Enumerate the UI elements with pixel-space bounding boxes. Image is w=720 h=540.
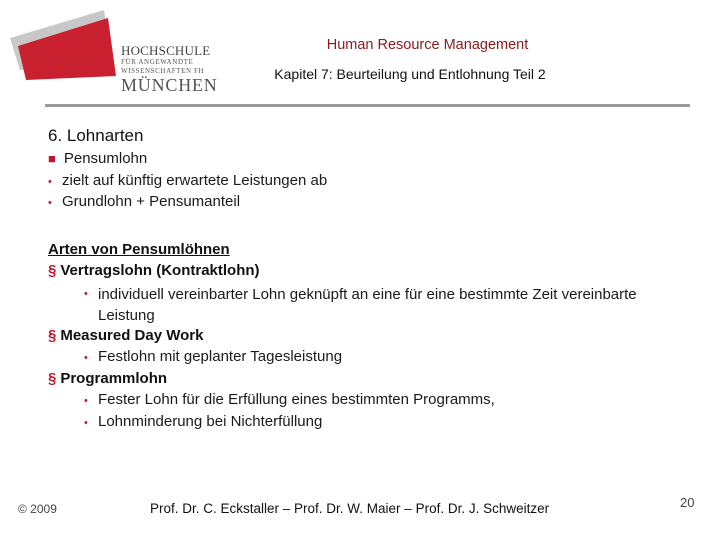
list-item-text: individuell vereinbarter Lohn geknüpft an eine für eine bestimmte Zeit vereinbarte Leistung [98, 285, 637, 324]
list-item-text: Grundlohn + Pensumanteil [62, 193, 241, 210]
section-sign-icon: § [48, 262, 57, 279]
list-item-text: zielt auf künftig erwartete Leistungen ab [62, 171, 328, 189]
list-item-text: Fester Lohn für die Erfüllung eines bestimmten Programms, [98, 391, 495, 408]
bullet-dot-icon: • [84, 352, 88, 364]
type-label: Programmlohn [60, 369, 168, 387]
university-logo [8, 8, 218, 98]
bullet-dot-icon: • [84, 395, 88, 407]
list-item-text: Festlohn mit geplanter Tagesleistung [98, 348, 343, 365]
list-item [48, 193, 688, 215]
header-title: Human Resource Management [326, 37, 529, 53]
footer-authors: Prof. Dr. C. Eckstaller – Prof. Dr. W. Maier – Prof. Dr. J. Schweitzer [150, 501, 550, 516]
type-label: Measured Day Work [60, 326, 204, 344]
footer-copyright: © 2009 [18, 502, 57, 516]
list-item [48, 391, 688, 413]
bullet-dot-icon: • [84, 416, 88, 429]
logo-line-wissenschaften: WISSENSCHAFTEN FH [121, 67, 205, 75]
header-subtitle: Kapitel 7: Beurteilung und Entlohnung Teil 2 [274, 66, 546, 82]
page-number: 20 [680, 495, 695, 510]
type-heading [48, 370, 688, 392]
bullet-dot-icon: • [84, 287, 88, 300]
section-title: 6. Lohnarten [48, 126, 144, 145]
list-item [48, 284, 688, 327]
pensum-heading [48, 150, 688, 172]
logo-line-hochschule: HOCHSCHULE [121, 43, 211, 58]
list-item [48, 348, 688, 370]
pensum-label: Pensumlohn [63, 150, 148, 167]
type-heading [48, 327, 688, 349]
section-sign-icon: § [48, 326, 57, 344]
logo-line-muenchen: MÜNCHEN [121, 75, 218, 95]
list-item-text: Lohnminderung bei Nichterfüllung [98, 412, 323, 430]
slide-content [48, 126, 688, 434]
logo-line-angewandte: FÜR ANGEWANDTE [121, 58, 194, 66]
section-sign-icon: § [48, 369, 57, 387]
square-bullet-icon: ■ [48, 151, 56, 166]
header-divider [45, 104, 690, 107]
arten-heading-row [48, 241, 688, 263]
logo-wordmark [121, 44, 218, 94]
arten-heading: Arten von Pensumlöhnen [48, 240, 230, 258]
type-heading [48, 262, 688, 284]
bullet-dot-icon: • [48, 197, 52, 209]
bullet-dot-icon: • [48, 175, 52, 188]
type-label: Vertragslohn (Kontraktlohn) [60, 262, 260, 279]
list-item [48, 172, 688, 194]
list-item [48, 413, 688, 435]
